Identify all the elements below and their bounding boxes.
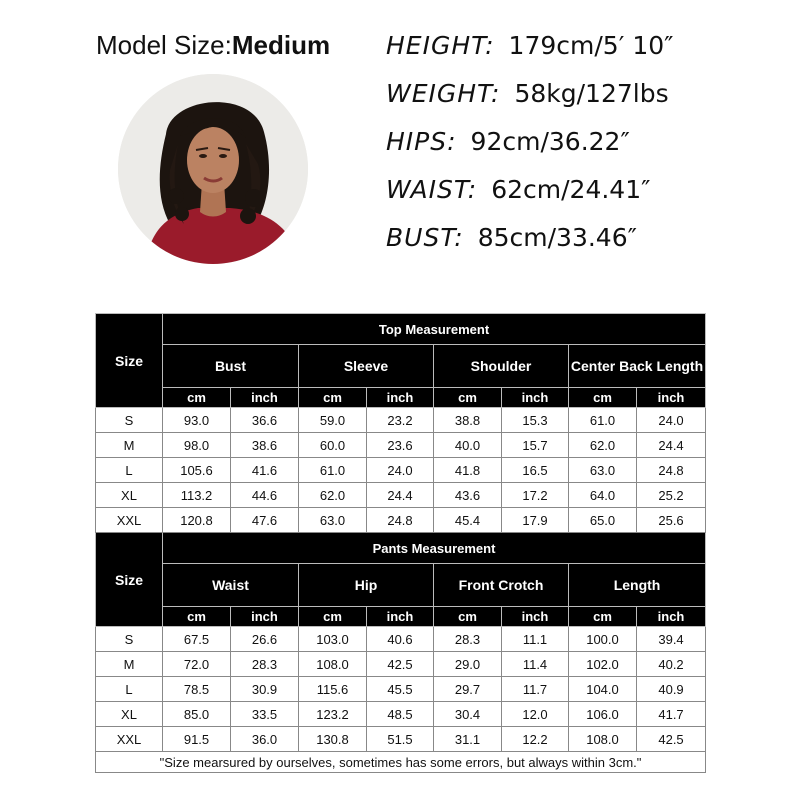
size-cell: S: [96, 408, 163, 433]
pants-measurement-section: [96, 533, 706, 627]
measurement-cell: 103.0: [299, 627, 367, 652]
measurement-cell: 24.4: [637, 433, 706, 458]
measurement-cell: 113.2: [163, 483, 231, 508]
measurement-cell: 29.7: [434, 677, 502, 702]
stat-value: 85cm/33.46″: [477, 223, 637, 252]
stat-key: HEIGHT:: [386, 31, 495, 60]
measurement-cell: 63.0: [299, 508, 367, 533]
table-row: [96, 433, 706, 458]
measurement-cell: 59.0: [299, 408, 367, 433]
measurement-cell: 36.0: [231, 727, 299, 752]
measurement-cell: 17.9: [502, 508, 569, 533]
unit-header: cm: [569, 388, 637, 408]
measurement-cell: 40.0: [434, 433, 502, 458]
unit-header: inch: [637, 607, 706, 627]
unit-header: inch: [502, 607, 569, 627]
group-header: Bust: [163, 345, 299, 388]
measurement-cell: 39.4: [637, 627, 706, 652]
unit-header: cm: [163, 388, 231, 408]
model-size-value: Medium: [231, 30, 331, 60]
measurement-cell: 24.0: [367, 458, 434, 483]
group-header: Front Crotch: [434, 564, 569, 607]
measurement-note: "Size mearsured by ourselves, sometimes has some errors, but always within 3cm.": [96, 752, 706, 773]
measurement-cell: 51.5: [367, 727, 434, 752]
measurement-cell: 48.5: [367, 702, 434, 727]
unit-header: cm: [299, 607, 367, 627]
measurement-cell: 11.1: [502, 627, 569, 652]
measurement-cell: 28.3: [434, 627, 502, 652]
stat-value: 92cm/36.22″: [470, 127, 630, 156]
measurement-cell: 38.6: [231, 433, 299, 458]
unit-header: cm: [299, 388, 367, 408]
unit-header: inch: [367, 607, 434, 627]
measurement-cell: 11.4: [502, 652, 569, 677]
unit-header: cm: [434, 607, 502, 627]
unit-header: inch: [367, 388, 434, 408]
unit-header: inch: [231, 607, 299, 627]
measurement-cell: 40.2: [637, 652, 706, 677]
measurement-cell: 85.0: [163, 702, 231, 727]
measurement-cell: 23.6: [367, 433, 434, 458]
measurement-cell: 123.2: [299, 702, 367, 727]
measurement-cell: 30.9: [231, 677, 299, 702]
measurement-cell: 15.7: [502, 433, 569, 458]
size-cell: L: [96, 458, 163, 483]
measurement-cell: 60.0: [299, 433, 367, 458]
measurement-cell: 62.0: [569, 433, 637, 458]
measurement-cell: 42.5: [637, 727, 706, 752]
measurement-cell: 108.0: [569, 727, 637, 752]
measurement-cell: 33.5: [231, 702, 299, 727]
measurement-cell: 30.4: [434, 702, 502, 727]
stat-value: 62cm/24.41″: [491, 175, 651, 204]
measurement-cell: 100.0: [569, 627, 637, 652]
measurement-cell: 106.0: [569, 702, 637, 727]
measurement-cell: 12.0: [502, 702, 569, 727]
measurement-cell: 78.5: [163, 677, 231, 702]
measurement-cell: 31.1: [434, 727, 502, 752]
model-stats: [386, 26, 673, 266]
measurement-cell: 25.2: [637, 483, 706, 508]
measurement-cell: 11.7: [502, 677, 569, 702]
group-header: Sleeve: [299, 345, 434, 388]
measurement-cell: 63.0: [569, 458, 637, 483]
size-cell: XL: [96, 483, 163, 508]
measurement-cell: 36.6: [231, 408, 299, 433]
measurement-cell: 115.6: [299, 677, 367, 702]
model-size-label: Model Size:: [96, 30, 232, 60]
pants-measurement-rows: [96, 627, 706, 752]
size-cell: XL: [96, 702, 163, 727]
measurement-cell: 130.8: [299, 727, 367, 752]
top-measurement-rows: [96, 408, 706, 533]
measurement-cell: 41.8: [434, 458, 502, 483]
measurement-cell: 102.0: [569, 652, 637, 677]
measurement-cell: 25.6: [637, 508, 706, 533]
table-row: [96, 702, 706, 727]
size-cell: L: [96, 677, 163, 702]
stat-key: BUST:: [386, 223, 464, 252]
group-header: Length: [569, 564, 706, 607]
table-row: [96, 508, 706, 533]
size-header: Size: [96, 533, 163, 627]
measurement-cell: 12.2: [502, 727, 569, 752]
measurement-cell: 62.0: [299, 483, 367, 508]
stat-value: 58kg/127lbs: [514, 79, 669, 108]
measurement-cell: 108.0: [299, 652, 367, 677]
unit-header: cm: [569, 607, 637, 627]
table-row: [96, 483, 706, 508]
table-row: [96, 677, 706, 702]
measurement-cell: 15.3: [502, 408, 569, 433]
table-row: [96, 727, 706, 752]
measurement-cell: 67.5: [163, 627, 231, 652]
measurement-cell: 41.7: [637, 702, 706, 727]
measurement-cell: 17.2: [502, 483, 569, 508]
measurement-cell: 38.8: [434, 408, 502, 433]
unit-header: cm: [434, 388, 502, 408]
unit-header: inch: [502, 388, 569, 408]
size-cell: S: [96, 627, 163, 652]
unit-header: inch: [231, 388, 299, 408]
measurement-cell: 61.0: [569, 408, 637, 433]
measurement-cell: 98.0: [163, 433, 231, 458]
stat-waist: [386, 170, 673, 218]
measurement-cell: 24.0: [637, 408, 706, 433]
group-header: Hip: [299, 564, 434, 607]
measurement-cell: 24.4: [367, 483, 434, 508]
section-title: Pants Measurement: [163, 533, 706, 564]
stat-bust: [386, 218, 673, 266]
model-portrait: [118, 74, 308, 264]
measurement-cell: 61.0: [299, 458, 367, 483]
table-row: [96, 408, 706, 433]
measurement-cell: 93.0: [163, 408, 231, 433]
size-chart-table: [95, 313, 706, 773]
measurement-cell: 65.0: [569, 508, 637, 533]
table-row: [96, 627, 706, 652]
stat-height: [386, 26, 673, 74]
stat-key: WAIST:: [386, 175, 478, 204]
measurement-cell: 45.4: [434, 508, 502, 533]
measurement-cell: 16.5: [502, 458, 569, 483]
measurement-cell: 42.5: [367, 652, 434, 677]
measurement-cell: 24.8: [367, 508, 434, 533]
measurement-cell: 28.3: [231, 652, 299, 677]
stat-key: WEIGHT:: [386, 79, 501, 108]
measurement-cell: 72.0: [163, 652, 231, 677]
section-title: Top Measurement: [163, 314, 706, 345]
measurement-cell: 47.6: [231, 508, 299, 533]
measurement-cell: 26.6: [231, 627, 299, 652]
size-cell: M: [96, 652, 163, 677]
unit-header: cm: [163, 607, 231, 627]
table-row: [96, 458, 706, 483]
measurement-cell: 24.8: [637, 458, 706, 483]
measurement-cell: 105.6: [163, 458, 231, 483]
top-measurement-section: [96, 314, 706, 408]
stat-value: 179cm/5′ 10″: [508, 31, 674, 60]
measurement-cell: 64.0: [569, 483, 637, 508]
table-row: [96, 652, 706, 677]
measurement-cell: 23.2: [367, 408, 434, 433]
measurement-cell: 40.6: [367, 627, 434, 652]
size-header: Size: [96, 314, 163, 408]
stat-hips: [386, 122, 673, 170]
measurement-cell: 44.6: [231, 483, 299, 508]
measurement-cell: 29.0: [434, 652, 502, 677]
unit-header: inch: [637, 388, 706, 408]
size-cell: XXL: [96, 727, 163, 752]
measurement-cell: 40.9: [637, 677, 706, 702]
measurement-cell: 41.6: [231, 458, 299, 483]
stat-weight: [386, 74, 673, 122]
stat-key: HIPS:: [386, 127, 457, 156]
measurement-cell: 43.6: [434, 483, 502, 508]
model-size-heading: [96, 30, 330, 61]
measurement-cell: 104.0: [569, 677, 637, 702]
group-header: Shoulder: [434, 345, 569, 388]
group-header: Center Back Length: [569, 345, 706, 388]
measurement-cell: 120.8: [163, 508, 231, 533]
size-cell: M: [96, 433, 163, 458]
size-cell: XXL: [96, 508, 163, 533]
group-header: Waist: [163, 564, 299, 607]
measurement-cell: 91.5: [163, 727, 231, 752]
measurement-cell: 45.5: [367, 677, 434, 702]
